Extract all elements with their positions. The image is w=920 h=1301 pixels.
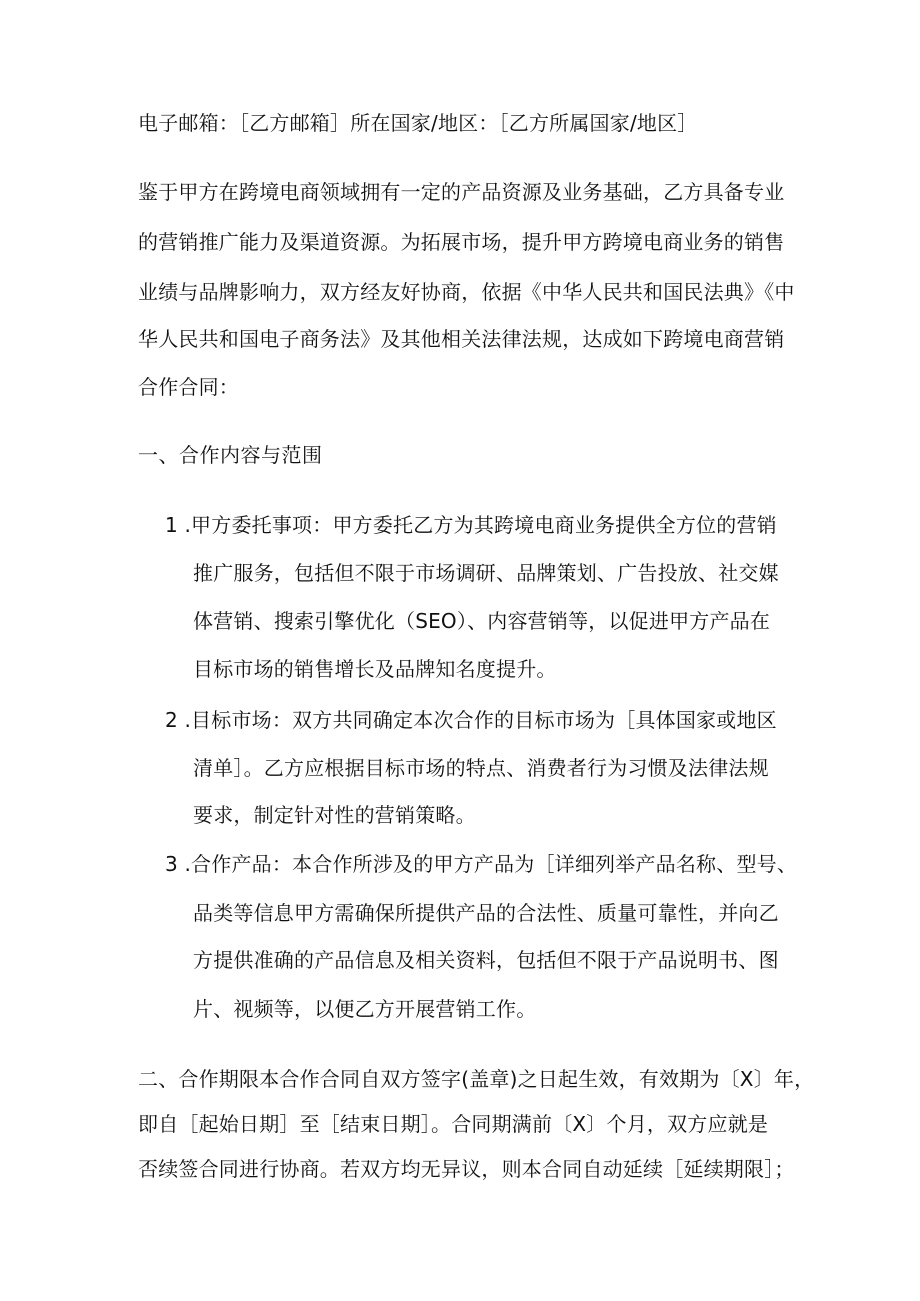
item-line: 体营销、搜索引擎优化（SEO）、内容营销等，以促进甲方产品在 [193, 609, 771, 633]
section-2-line: 即自［起始日期］至［结束日期］。合同期满前〔X〕个月，双方应就是 [138, 1112, 769, 1136]
item-line: 方提供准确的产品信息及相关资料，包括但不限于产品说明书、图 [193, 948, 779, 972]
item-line: 清单］。乙方应根据目标市场的特点、消费者行为习惯及法律法规 [193, 756, 769, 780]
item-line: 品类等信息甲方需确保所提供产品的合法性、质量可靠性，并向乙 [193, 901, 779, 925]
section-2-line: 二、合作期限本合作合同自双方签字(盖章)之日起生效，有效期为〔X〕年， [138, 1067, 815, 1091]
preamble-line: 鉴于甲方在跨境电商领域拥有一定的产品资源及业务基础，乙方具备专业 [138, 180, 785, 204]
section-2-line: 否续签合同进行协商。若双方均无异议，则本合同自动延续［延续期限］； [138, 1157, 795, 1181]
preamble-line: 业绩与品牌影响力，双方经友好协商，依据《中华人民共和国民法典》《中 [138, 280, 795, 304]
item-line: 要求，制定针对性的营销策略。 [193, 803, 476, 827]
item-line: 2 .目标市场：双方共同确定本次合作的目标市场为［具体国家或地区 [165, 708, 777, 732]
item-line: 推广服务，包括但不限于市场调研、品牌策划、广告投放、社交媒 [193, 561, 779, 585]
item-line: 片、视频等，以便乙方开展营销工作。 [193, 997, 537, 1021]
contact-line: 电子邮箱：［乙方邮箱］所在国家/地区：［乙方所属国家/地区］ [138, 111, 698, 135]
item-line: 目标市场的销售增长及品牌知名度提升。 [193, 657, 557, 681]
preamble-line: 的营销推广能力及渠道资源。为拓展市场，提升甲方跨境电商业务的销售 [138, 230, 785, 254]
section-1-heading: 一、合作内容与范围 [138, 443, 323, 467]
preamble-line: 合作合同： [138, 375, 239, 399]
item-line: 3 .合作产品：本合作所涉及的甲方产品为［详细列举产品名称、型号、 [165, 852, 798, 876]
preamble-line: 华人民共和国电子商务法》及其他相关法律法规，达成如下跨境电商营销 [138, 327, 785, 351]
item-line: 1 .甲方委托事项：甲方委托乙方为其跨境电商业务提供全方位的营销 [165, 513, 777, 537]
